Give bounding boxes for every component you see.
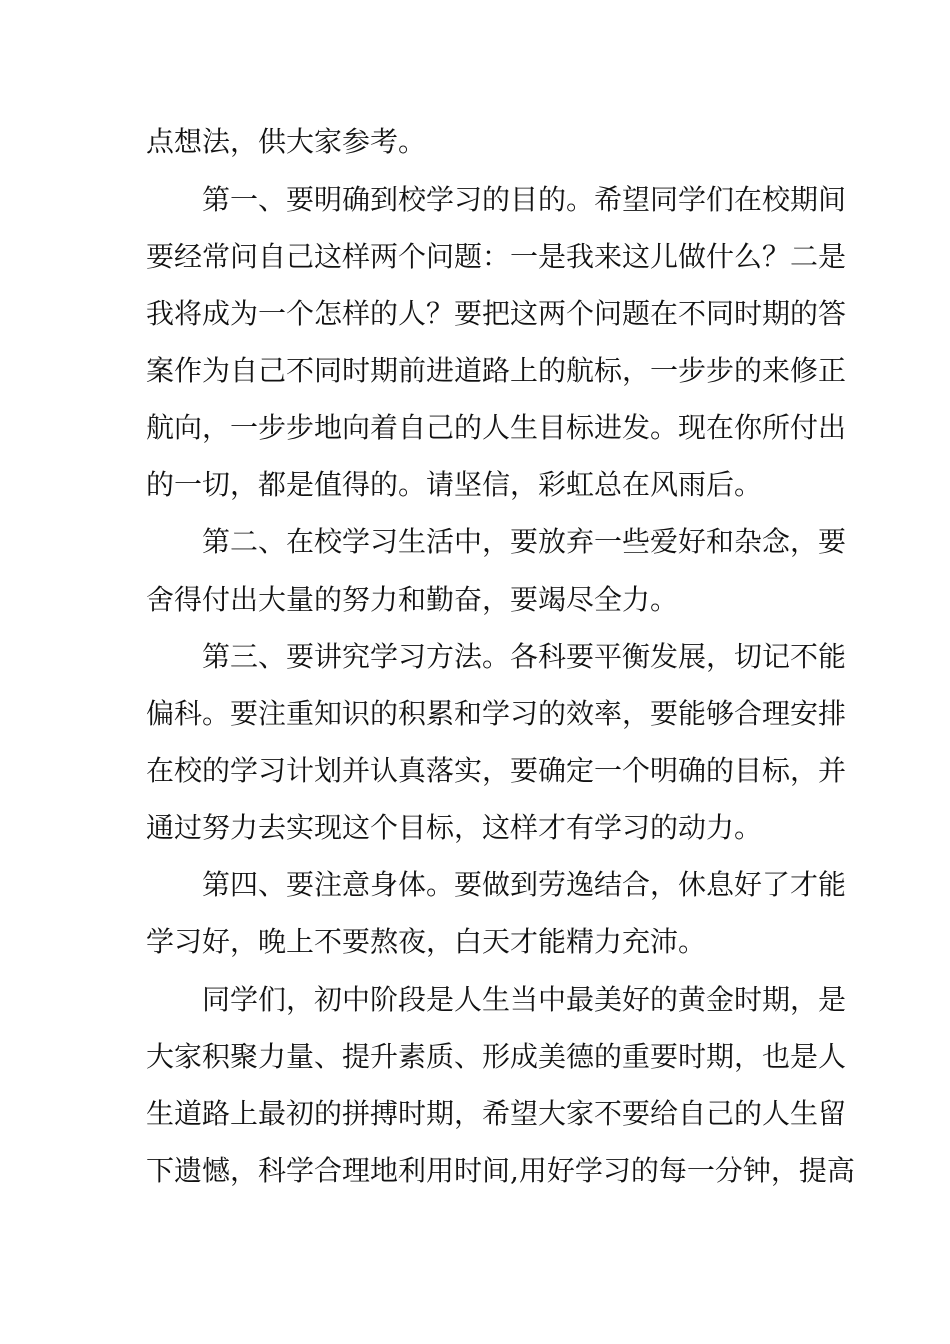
text-line: 点想法，供大家参考。 xyxy=(146,125,427,158)
text-line: 我将成为一个怎样的人？要把这两个问题在不同时期的答 xyxy=(146,297,847,330)
text-line: 航向，一步步地向着自己的人生目标进发。现在你所付出 xyxy=(146,411,847,444)
text-line: 通过努力去实现这个目标，这样才有学习的动力。 xyxy=(146,811,763,844)
paragraph-first-line: 同学们，初中阶段是人生当中最美好的黄金时期，是 xyxy=(202,983,847,1016)
text-line: 在校的学习计划并认真落实，要确定一个明确的目标，并 xyxy=(146,754,847,787)
paragraph-first-line: 第四、要注意身体。要做到劳逸结合，休息好了才能 xyxy=(202,868,847,901)
text-line: 学习好，晚上不要熬夜，白天才能精力充沛。 xyxy=(146,925,707,958)
text-line: 偏科。要注重知识的积累和学习的效率，要能够合理安排 xyxy=(146,697,847,730)
paragraph-first-line: 第三、要讲究学习方法。各科要平衡发展，切记不能 xyxy=(202,640,847,673)
text-line: 大家积聚力量、提升素质、形成美德的重要时期，也是人 xyxy=(146,1040,847,1073)
text-line: 舍得付出大量的努力和勤奋，要竭尽全力。 xyxy=(146,583,679,616)
text-line: 要经常问自己这样两个问题：一是我来这儿做什么？二是 xyxy=(146,240,847,273)
text-line: 案作为自己不同时期前进道路上的航标，一步步的来修正 xyxy=(146,354,847,387)
text-line: 生道路上最初的拼搏时期，希望大家不要给自己的人生留 xyxy=(146,1097,847,1130)
text-line: 下遗憾，科学合理地利用时间,用好学习的每一分钟，提高 xyxy=(146,1154,855,1187)
paragraph-first-line: 第二、在校学习生活中，要放弃一些爱好和杂念，要 xyxy=(202,525,847,558)
paragraph-first-line: 第一、要明确到校学习的目的。希望同学们在校期间 xyxy=(202,183,847,216)
text-line: 的一切，都是值得的。请坚信，彩虹总在风雨后。 xyxy=(146,468,763,501)
